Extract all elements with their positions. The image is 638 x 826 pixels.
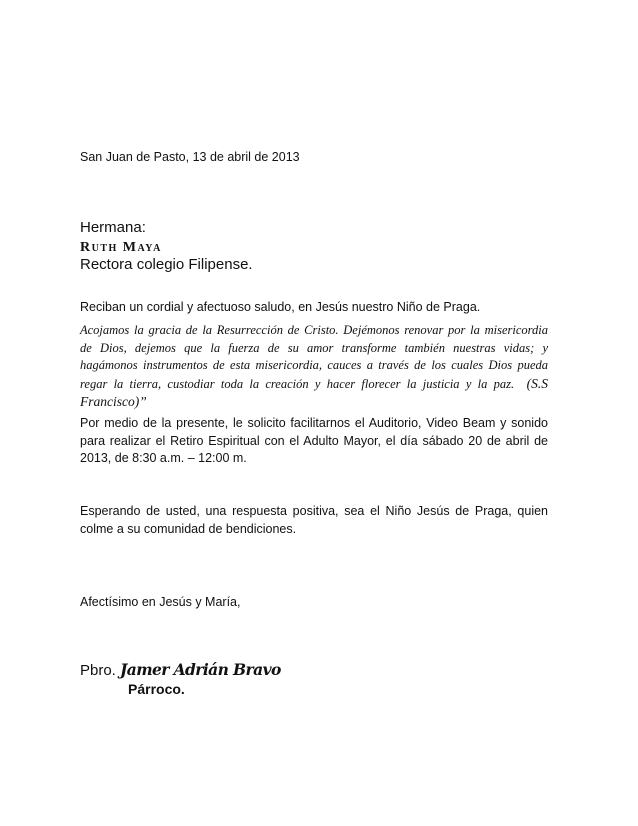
closing-wish-paragraph: Esperando de usted, una respuesta positiva, sea el Niño Jesús de Praga, quien colme a su comunidad de bendiciones. [80, 504, 548, 536]
signature-name: Jamer Adrián Bravo [120, 660, 281, 679]
salutation-paragraph: Reciban un cordial y afectuoso saludo, en Jesús nuestro Niño de Praga. [80, 300, 481, 314]
date-line: San Juan de Pasto, 13 de abril de 2013 [80, 150, 300, 164]
quote-body: Acojamos la gracia de la Resurrección de Cristo. Dejémonos renovar por la misericordia de Dios, dejemos que la fuerza de su amor transforme también nuestras vidas; y hagámonos instrumentos de esta misericordia, cauces a través de los cuales Dios pueda regar la tierra, custodiar toda la creación y hacer florecer la justicia y la paz. [80, 323, 548, 391]
quote-paragraph [80, 322, 548, 412]
recipient-title: Rectora colegio Filipense. [80, 256, 253, 273]
greeting: Hermana: [80, 219, 146, 236]
farewell-line: Afectísimo en Jesús y María, [80, 595, 241, 609]
signature-role: Párroco. [128, 681, 185, 697]
signature-line [80, 660, 548, 679]
request-paragraph: Por medio de la presente, le solicito facilitarnos el Auditorio, Video Beam y sonido para realizar el Retiro Espiritual con el Adulto Mayor, el día sábado 20 de abril de 2013, de 8:30 a.m. – 12:00 m. [80, 416, 548, 465]
recipient-name: Ruth Maya [80, 240, 162, 255]
quote-attribution: (S.S Francisco)” [80, 375, 549, 409]
signature-prefix: Pbro. [80, 662, 121, 679]
